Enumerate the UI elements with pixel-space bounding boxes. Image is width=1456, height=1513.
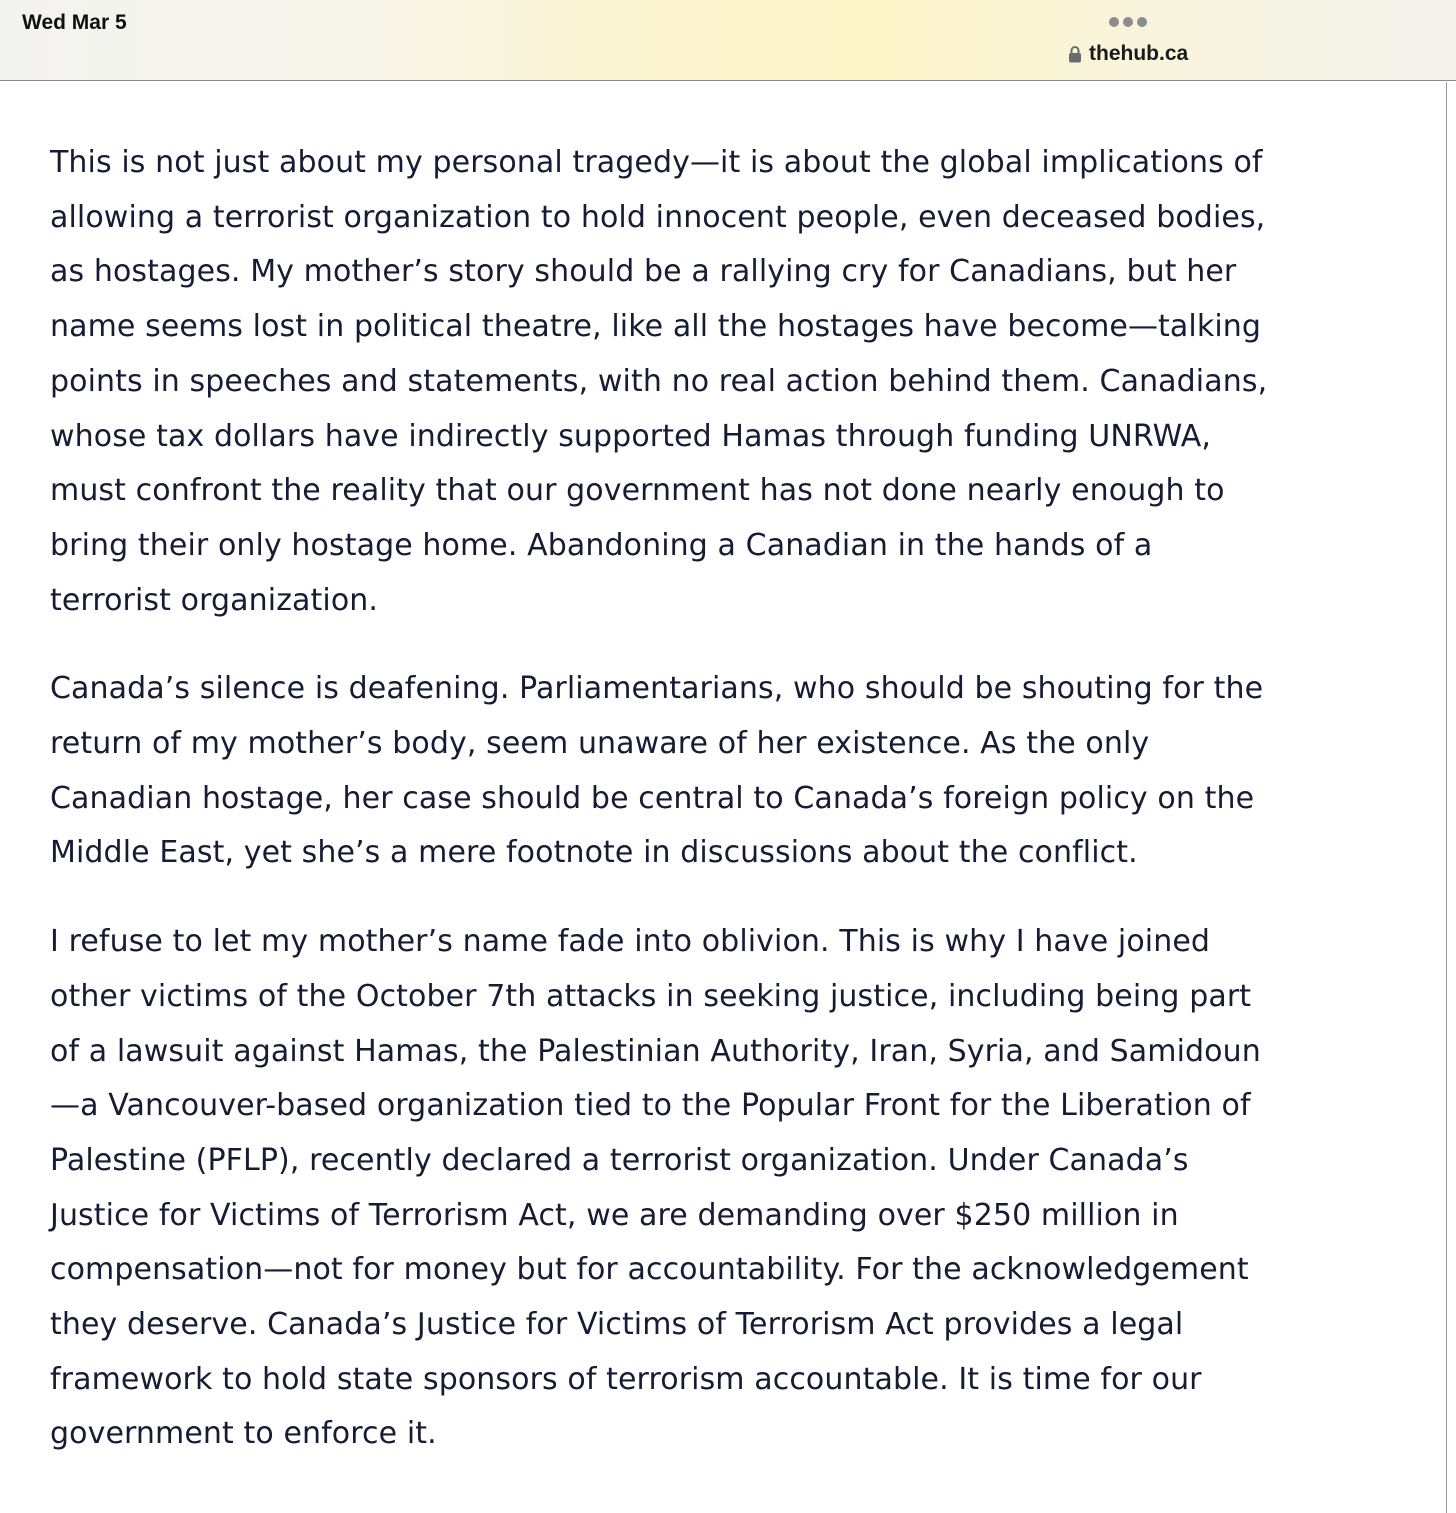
lock-icon (1068, 45, 1082, 63)
article-body (50, 136, 1275, 1496)
dot (1109, 17, 1119, 27)
address-bar[interactable] (1068, 40, 1188, 68)
page-edge-divider (1446, 82, 1447, 1513)
browser-top-bar (0, 0, 1456, 81)
dot (1137, 17, 1147, 27)
dot (1123, 17, 1133, 27)
url-text: thehub.ca (1089, 42, 1189, 65)
more-dots-icon[interactable] (1109, 17, 1147, 27)
article-paragraph: I refuse to let my mother’s name fade into oblivion. This is why I have joined other victims of the October 7th attacks in seeking justice, including being part of a lawsuit against Hamas, the Palestinian Authority, Iran, Syria, and Samidoun—a Vancouver-based organization tied to the Popular Front for the Liberation of Palestine (PFLP), recently declared a terrorist organization. Under Canada’s Justice for Victims of Terrorism Act, we are demanding over $250 million in compensation—not for money but for accountability. For the acknowledgement they deserve. Canada’s Justice for Victims of Terrorism Act provides a legal framework to hold state sponsors of terrorism accountable. It is time for our government to enforce it. (50, 924, 1261, 1452)
article-paragraph: This is not just about my personal tragedy—it is about the global implications of allowing a terrorist organization to hold innocent people, even deceased bodies, as hostages. My mother’s story should be a rallying cry for Canadians, but her name seems lost in political theatre, like all the hostages have become—talking points in speeches and statements, with no real action behind them. Canadians, whose tax dollars have indirectly supported Hamas through funding UNRWA, must confront the reality that our government has not done nearly enough to bring their only hostage home. Abandoning a Canadian in the hands of a terrorist organization. (50, 145, 1268, 618)
article-paragraph: Canada’s silence is deafening. Parliamentarians, who should be shouting for the return of my mother’s body, seem unaware of her existence. As the only Canadian hostage, her case should be central to Canada’s foreign policy on the Middle East, yet she’s a mere footnote in discussions about the conflict. (50, 671, 1264, 871)
status-bar-date: Wed Mar 5 (22, 11, 127, 34)
